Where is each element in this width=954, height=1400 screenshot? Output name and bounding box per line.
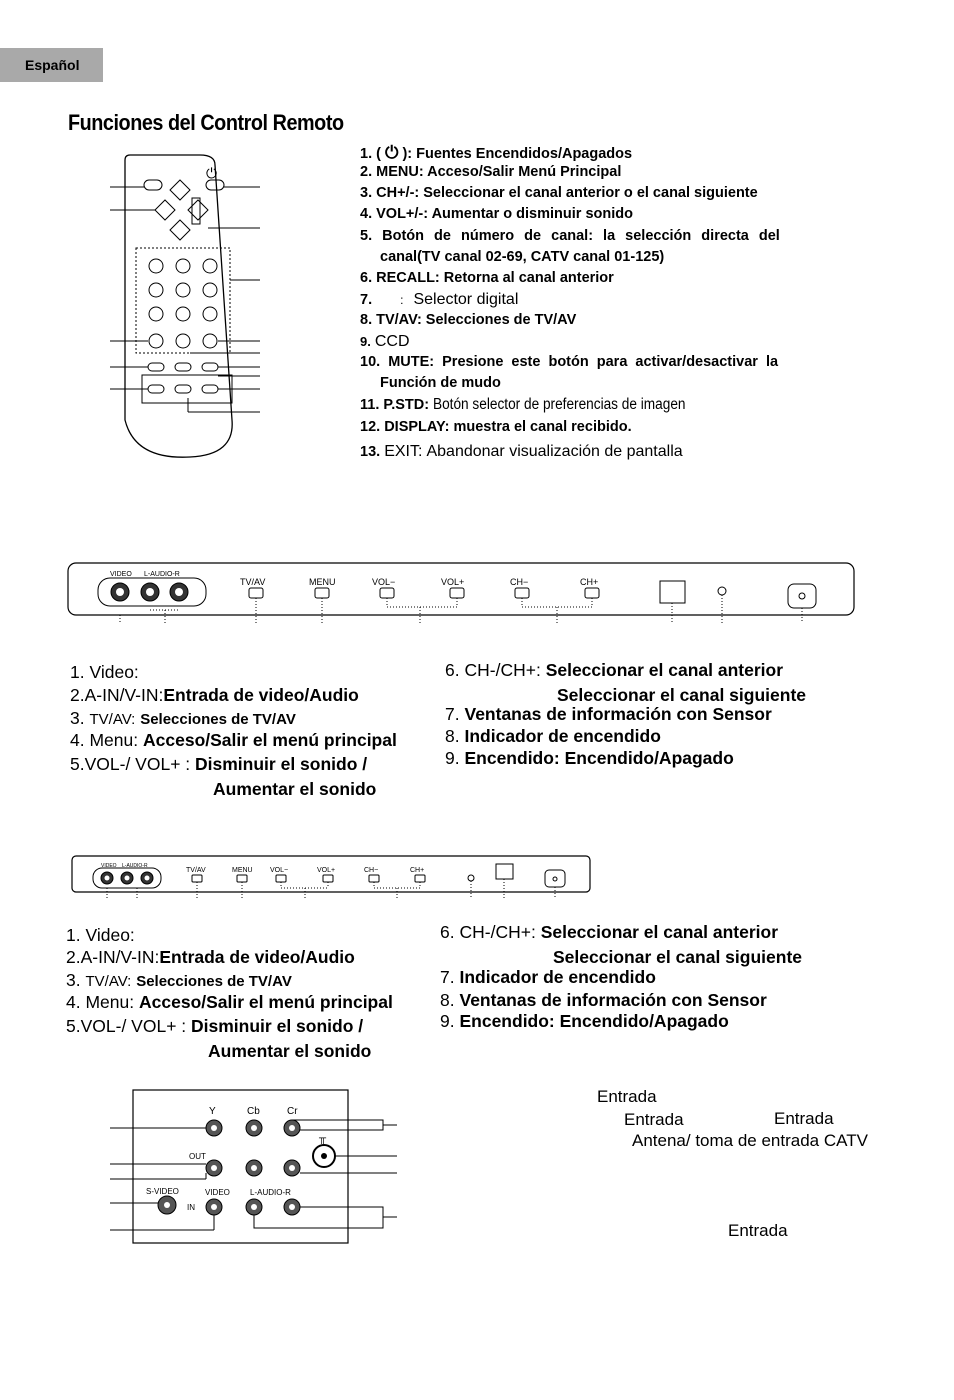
panel1-label-chm: CH−: [510, 577, 529, 587]
panel2-label-tvav: TV/AV: [186, 867, 206, 874]
panel1-legend-2: 2.A-IN/V-IN:Entrada de video/Audio: [70, 685, 359, 705]
panel1-label-chp: CH+: [580, 577, 599, 587]
panel2-label-volm: VOL−: [270, 867, 289, 874]
panel1-legend-8: 8. Indicador de encendido: [445, 726, 661, 746]
conn-label-video: VIDEO: [205, 1188, 230, 1197]
conn-label-cb: Cb: [247, 1106, 260, 1117]
remote-item-1: 1. ( ⏻ ): Fuentes Encendidos/Apagados: [360, 143, 633, 162]
remote-item-4: 4. VOL+/-: Aumentar o disminuir sonido: [360, 206, 633, 222]
conn-desc-entrada-2: Entrada: [624, 1110, 684, 1129]
panel1-label-laudior: L-AUDIO-R: [144, 571, 180, 578]
conn-label-laudior: L-AUDIO-R: [250, 1188, 291, 1197]
panel2-label-chm: CH−: [364, 867, 379, 874]
remote-item-9: 9. CCD: [360, 333, 410, 350]
panel1-legend-7: 7. Ventanas de información con Sensor: [445, 704, 772, 724]
panel2-legend-7: 7. Indicador de encendido: [440, 967, 656, 987]
panel1-legend-9: 9. Encendido: Encendido/Apagado: [445, 748, 734, 768]
language-tab-label: Español: [25, 57, 80, 73]
panel2-label-video: VIDEO: [101, 863, 117, 869]
section-title: Funciones del Control Remoto: [68, 110, 344, 135]
panel2-legend-5: 5.VOL-/ VOL+ : Disminuir el sonido /: [66, 1016, 364, 1036]
remote-item-8: 8. TV/AV: Selecciones de TV/AV: [360, 312, 577, 328]
panel2-label-chp: CH+: [410, 867, 425, 874]
conn-label-svideo: S-VIDEO: [146, 1187, 179, 1196]
panel2-legend-9: 9. Encendido: Encendido/Apagado: [440, 1011, 729, 1031]
front-panel-1-diagram: [60, 555, 860, 630]
front-panel-2-diagram: [68, 850, 598, 905]
remote-item-5-line2: canal(TV canal 02-69, CATV canal 01-125): [380, 249, 665, 265]
panel1-legend-5-line2: Aumentar el sonido: [213, 779, 377, 799]
panel1-label-volm: VOL−: [372, 577, 396, 587]
panel1-label-tvav: TV/AV: [240, 577, 266, 587]
panel2-legend-3: 3. TV/AV: Selecciones de TV/AV: [66, 970, 292, 990]
panel1-legend-6: 6. CH-/CH+: Seleccionar el canal anterior: [445, 660, 784, 680]
panel1-label-video: VIDEO: [110, 571, 132, 578]
conn-label-in: IN: [187, 1203, 195, 1212]
panel2-label-laudior: L-AUDIO-R: [122, 863, 148, 869]
power-icon: ⏻: [384, 143, 399, 162]
conn-desc-entrada-3: Entrada: [774, 1109, 834, 1128]
panel2-legend-2: 2.A-IN/V-IN:Entrada de video/Audio: [66, 947, 355, 967]
panel2-legend-4: 4. Menu: Acceso/Salir el menú principal: [66, 992, 393, 1012]
conn-desc-entrada-1: Entrada: [597, 1087, 657, 1106]
panel1-legend-1: 1. Video:: [70, 662, 139, 682]
remote-item-11: 11. P.STD: Botón selector de preferencias de imagen: [360, 396, 686, 413]
remote-control-diagram: [100, 150, 270, 470]
panel1-legend-4: 4. Menu: Acceso/Salir el menú principal: [70, 730, 397, 750]
rear-connectors-diagram: [105, 1085, 405, 1250]
remote-item-2: 2. MENU: Acceso/Salir Menú Principal: [360, 164, 622, 180]
remote-item-10-line2: Función de mudo: [380, 375, 501, 391]
svg-text:⏻: ⏻: [206, 165, 218, 181]
remote-item-10: 10. MUTE: Presione este botón para activar/desactivar la: [360, 354, 779, 370]
panel1-label-volp: VOL+: [441, 577, 465, 587]
conn-desc-entrada-4: Entrada: [728, 1221, 788, 1240]
conn-label-out: OUT: [189, 1152, 206, 1161]
conn-label-y: Y: [209, 1106, 216, 1117]
panel2-label-volp: VOL+: [317, 867, 336, 874]
panel2-label-menu: MENU: [232, 867, 253, 874]
conn-label-cr: Cr: [287, 1106, 298, 1117]
panel2-legend-6: 6. CH-/CH+: Seleccionar el canal anterior: [440, 922, 779, 942]
panel2-legend-8: 8. Ventanas de información con Sensor: [440, 990, 767, 1010]
remote-item-6: 6. RECALL: Retorna al canal anterior: [360, 270, 614, 286]
panel1-legend-6-line2: Seleccionar el canal siguiente: [557, 685, 806, 705]
svg-text:╥: ╥: [319, 1133, 327, 1144]
remote-item-3: 3. CH+/-: Seleccionar el canal anterior o el canal siguiente: [360, 185, 758, 201]
panel2-legend-1: 1. Video:: [66, 925, 135, 945]
remote-item-7: 7. : Selector digital: [360, 291, 519, 308]
language-tab: [0, 48, 103, 82]
panel1-legend-3: 3. TV/AV: Selecciones de TV/AV: [70, 708, 296, 728]
panel2-legend-6-line2: Seleccionar el canal siguiente: [553, 947, 802, 967]
conn-desc-antena: Antena/ toma de entrada CATV: [632, 1131, 868, 1150]
remote-item-13: 13. EXIT: Abandonar visualización de pantalla: [360, 443, 683, 460]
panel2-legend-5-line2: Aumentar el sonido: [208, 1041, 372, 1061]
panel1-label-menu: MENU: [309, 577, 336, 587]
panel1-legend-5: 5.VOL-/ VOL+ : Disminuir el sonido /: [70, 754, 368, 774]
remote-item-5: 5. Botón de número de canal: la selección directa del: [360, 228, 780, 244]
remote-item-12: 12. DISPLAY: muestra el canal recibido.: [360, 419, 632, 435]
